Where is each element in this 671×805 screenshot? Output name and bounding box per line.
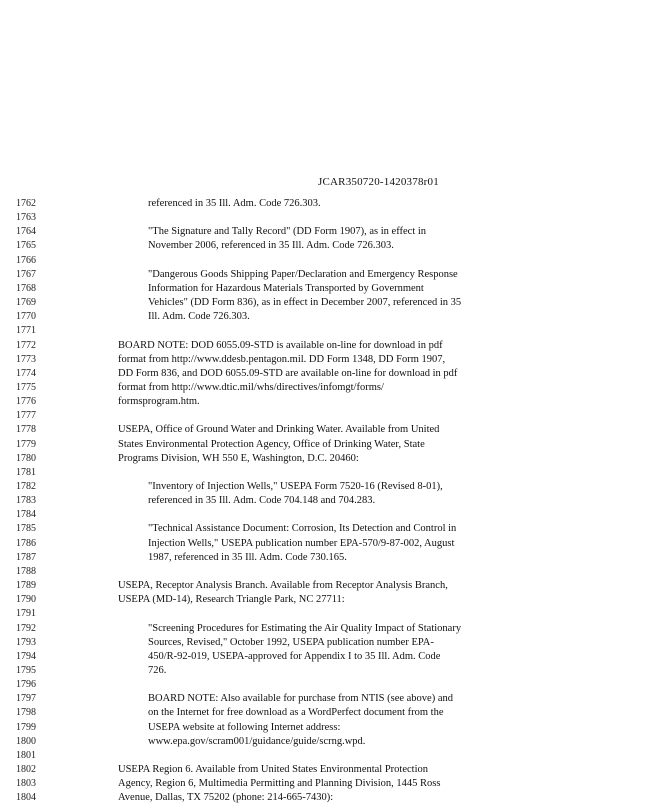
line-text: States Environmental Protection Agency, Office of Drinking Water, State (118, 438, 425, 450)
line-number: 1773 (16, 353, 36, 365)
line-number: 1778 (16, 424, 36, 436)
line-number: 1791 (16, 608, 36, 620)
document-line (0, 777, 671, 791)
line-number: 1781 (16, 466, 36, 478)
line-number: 1793 (16, 636, 36, 648)
line-text: 726. (148, 664, 167, 676)
document-line (0, 324, 671, 338)
line-number: 1785 (16, 523, 36, 535)
line-text: "Screening Procedures for Estimating the Air Quality Impact of Stationary (148, 622, 462, 634)
document-header-code: JCAR350720-1420378r01 (318, 176, 439, 188)
line-number: 1803 (16, 778, 36, 790)
document-line (0, 480, 671, 494)
document-line (0, 438, 671, 452)
line-text: on the Internet for free download as a WordPerfect document from the (148, 707, 444, 719)
line-text: Information for Hazardous Materials Transported by Government (148, 282, 424, 294)
line-text: USEPA, Receptor Analysis Branch. Available from Receptor Analysis Branch, (118, 580, 448, 592)
line-number: 1768 (16, 282, 36, 294)
line-text: Avenue, Dallas, TX 75202 (phone: 214-665-7430): (118, 792, 334, 804)
document-line (0, 735, 671, 749)
line-number: 1777 (16, 410, 36, 422)
document-line (0, 339, 671, 353)
document-line (0, 650, 671, 664)
line-text: DD Form 836, and DOD 6055.09-STD are available on-line for download in pdf (118, 367, 458, 379)
document-line (0, 522, 671, 536)
line-number: 1765 (16, 240, 36, 252)
document-line (0, 268, 671, 282)
document-line (0, 367, 671, 381)
document-line (0, 310, 671, 324)
document-line (0, 296, 671, 310)
line-number: 1764 (16, 226, 36, 238)
line-number: 1783 (16, 495, 36, 507)
line-text: BOARD NOTE: Also available for purchase from NTIS (see above) and (148, 693, 453, 705)
line-text: USEPA (MD-14), Research Triangle Park, NC 27711: (118, 594, 345, 606)
document-line (0, 607, 671, 621)
line-number: 1771 (16, 325, 36, 337)
line-text: Vehicles" (DD Form 836), as in effect in December 2007, referenced in 35 (148, 297, 462, 309)
document-line (0, 353, 671, 367)
line-text: format from http://www.ddesb.pentagon.mil. DD Form 1348, DD Form 1907, (118, 353, 446, 365)
line-text: Ill. Adm. Code 726.303. (148, 311, 250, 323)
line-text: formsprogram.htm. (118, 396, 200, 408)
line-number: 1766 (16, 254, 36, 266)
line-text: BOARD NOTE: DOD 6055.09-STD is available on-line for download in pdf (118, 339, 443, 351)
document-line (0, 225, 671, 239)
line-number: 1762 (16, 198, 36, 209)
document-line (0, 678, 671, 692)
line-text: 450/R-92-019, USEPA-approved for Appendix I to 35 Ill. Adm. Code (148, 650, 441, 662)
document-line (0, 254, 671, 268)
document-line (0, 551, 671, 565)
document-line (0, 537, 671, 551)
line-number: 1789 (16, 580, 36, 592)
document-line (0, 579, 671, 593)
document-line (0, 395, 671, 409)
line-text: Programs Division, WH 550 E, Washington, D.C. 20460: (118, 452, 359, 464)
line-number: 1787 (16, 551, 36, 563)
line-text: "Inventory of Injection Wells," USEPA Form 7520-16 (Revised 8-01), (148, 481, 443, 492)
line-number: 1799 (16, 721, 36, 733)
line-text: format from http://www.dtic.mil/whs/directives/infomgt/forms/ (118, 381, 384, 393)
line-number: 1763 (16, 212, 36, 224)
document-line (0, 706, 671, 720)
line-number: 1784 (16, 509, 36, 521)
line-number: 1776 (16, 396, 36, 408)
line-number: 1792 (16, 622, 36, 634)
line-number: 1767 (16, 268, 36, 280)
line-text: 1987, referenced in 35 Ill. Adm. Code 730.165. (148, 551, 347, 563)
line-number: 1770 (16, 311, 36, 323)
line-number: 1779 (16, 438, 36, 450)
document-line (0, 636, 671, 650)
line-number: 1782 (16, 481, 36, 492)
line-number: 1780 (16, 452, 36, 464)
document-line (0, 721, 671, 735)
line-number: 1769 (16, 297, 36, 309)
line-number: 1802 (16, 764, 36, 775)
document-line (0, 239, 671, 253)
document-line (0, 692, 671, 706)
document-line (0, 664, 671, 678)
line-number: 1798 (16, 707, 36, 719)
line-number: 1804 (16, 792, 36, 804)
line-number: 1786 (16, 537, 36, 549)
line-text: referenced in 35 Ill. Adm. Code 704.148 and 704.283. (148, 495, 376, 507)
line-text: www.epa.gov/scram001/guidance/guide/scrng.wpd. (148, 735, 366, 747)
line-text: referenced in 35 Ill. Adm. Code 726.303. (148, 198, 321, 209)
line-number: 1775 (16, 381, 36, 393)
line-number: 1774 (16, 367, 36, 379)
document-line (0, 791, 671, 805)
document-line (0, 409, 671, 423)
line-text: Injection Wells," USEPA publication number EPA-570/9-87-002, August (148, 537, 455, 549)
document-line (0, 466, 671, 480)
document-line (0, 211, 671, 225)
document-line (0, 749, 671, 763)
line-text: November 2006, referenced in 35 Ill. Adm. Code 726.303. (148, 240, 394, 252)
line-text: "Technical Assistance Document: Corrosion, Its Detection and Control in (148, 523, 457, 535)
line-number: 1796 (16, 679, 36, 691)
document-line (0, 508, 671, 522)
line-text: USEPA Region 6. Available from United States Environmental Protection (118, 764, 429, 775)
line-text: "Dangerous Goods Shipping Paper/Declaration and Emergency Response (148, 268, 458, 280)
document-line (0, 423, 671, 437)
line-text: Agency, Region 6, Multimedia Permitting and Planning Division, 1445 Ross (118, 778, 441, 790)
line-text: USEPA website at following Internet address: (148, 721, 341, 733)
line-number: 1797 (16, 693, 36, 705)
line-number: 1788 (16, 565, 36, 577)
document-line (0, 565, 671, 579)
document-line (0, 197, 671, 211)
line-number: 1772 (16, 339, 36, 351)
line-text: Sources, Revised," October 1992, USEPA publication number EPA- (148, 636, 434, 648)
line-text: "The Signature and Tally Record" (DD Form 1907), as in effect in (148, 226, 427, 238)
document-line (0, 622, 671, 636)
document-line (0, 494, 671, 508)
document-line (0, 452, 671, 466)
document-line (0, 763, 671, 777)
line-number: 1800 (16, 735, 36, 747)
line-number: 1801 (16, 749, 36, 761)
document-line (0, 282, 671, 296)
line-text: USEPA, Office of Ground Water and Drinking Water. Available from United (118, 424, 440, 436)
line-number: 1794 (16, 650, 36, 662)
line-number: 1790 (16, 594, 36, 606)
line-number: 1795 (16, 664, 36, 676)
document-line (0, 593, 671, 607)
document-line (0, 381, 671, 395)
